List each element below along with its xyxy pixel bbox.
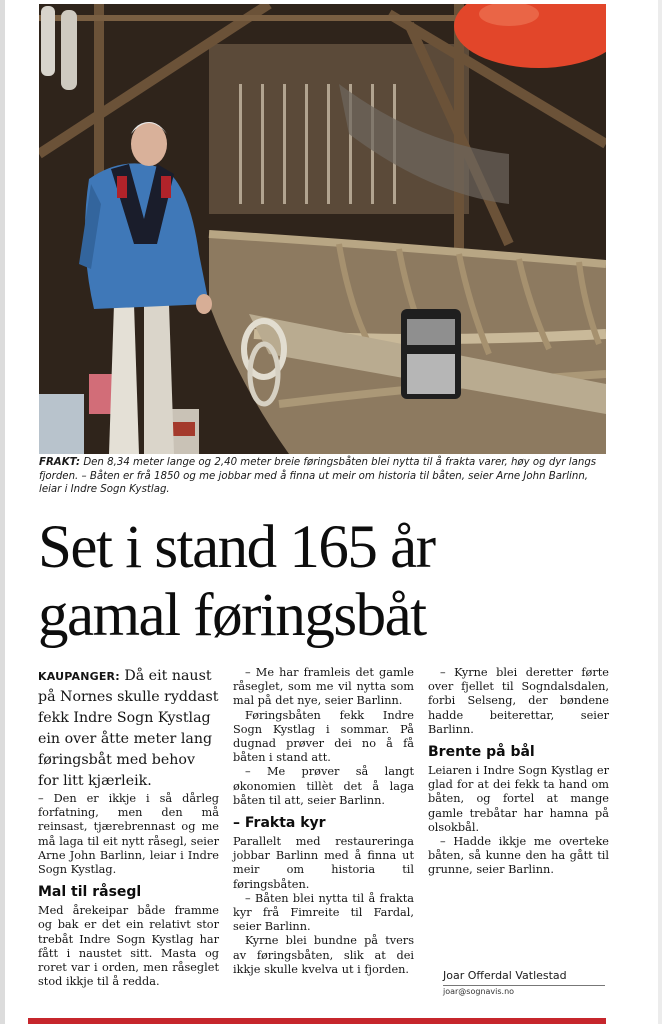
- caption-text: Den 8,34 meter lange og 2,40 meter breie føringsbåten blei nytta til å frakta varer, høy og dyr langs fjorden. – Båten er frå 1850 og me jobbar med å finna ut meir om historia til båten, seier Arne John Barlinn, leiar i Indre Sogn Kystlag.: [39, 457, 597, 495]
- paragraph: – Me har framleis det gamle råseglet, som me vil nytta som mal på det nye, seier Barlinn.: [233, 666, 414, 708]
- caption-lead: FRAKT:: [39, 457, 81, 468]
- author-email: joar@sognavis.no: [443, 987, 515, 996]
- headline-line-1: Set i stand 165 år: [38, 514, 435, 581]
- bottom-accent-bar: [28, 1018, 606, 1024]
- boathouse-photo-illustration: [39, 4, 606, 454]
- paragraph: – Kyrne blei deretter førte over fjellet til Sogndalsdalen, forbi Selseng, der bøndene hadde beiterettar, seier Barlinn.: [428, 666, 609, 736]
- article-column-1: [38, 666, 219, 989]
- article-column-2: [233, 666, 414, 977]
- paragraph: – Hadde ikkje me overteke båten, så kunne den ha gått til grunne, seier Barlinn.: [428, 835, 609, 877]
- paragraph: Føringsbåten fekk Indre Sogn Kystlag i sommar. På dugnad prøver dei no å få båten i stand att.: [233, 708, 414, 765]
- subheading: – Frakta kyr: [233, 815, 326, 832]
- dateline-place: KAUPANGER:: [38, 670, 120, 683]
- paragraph: Parallelt med restaureringa jobbar Barlinn med å finna ut meir om historia til føringsbåten.: [233, 835, 414, 891]
- paragraph: – Båten blei nytta til å frakta kyr frå Fimreite til Fardal, seier Barlinn.: [233, 891, 414, 934]
- headline-line-2: gamal føringsbåt: [38, 582, 426, 649]
- author-byline: Joar Offerdal Vatlestad: [443, 969, 605, 986]
- article-column-3: [428, 666, 609, 878]
- paragraph: – Den er ikkje i så dårleg forfatning, men den må reinsast, tjærebrennast og me må laga til eit nytt råsegl, seier Arne John Barlinn, leiar i Indre Sogn Kystlag.: [38, 792, 219, 877]
- intro-text: Då eit naust på Nornes skulle ryddast fekk Indre Sogn Kystlag ein over åtte meter lang føringsbåt med behov for litt kjærleik.: [38, 668, 219, 789]
- article-intro: [38, 666, 219, 792]
- paragraph: Med årekeipar både framme og bak er det ein relativt stor trebåt Indre Sogn Kystlag har fått i naustet sitt. Masta og roret var i orden, men råseglet stod ikkje til å redda.: [38, 904, 219, 989]
- page-edge-left: [0, 0, 5, 1024]
- subheading: Mal til råsegl: [38, 884, 142, 901]
- page-edge-right: [658, 0, 662, 1024]
- article-photo: [39, 4, 606, 454]
- paragraph: – Me prøver så langt økonomien tillèt det å laga båten til att, seier Barlinn.: [233, 765, 414, 807]
- article-headline: [38, 514, 638, 650]
- paragraph: Kyrne blei bundne på tvers av føringsbåten, slik at dei ikkje skulle kvelva ut i fjorden.: [233, 934, 414, 976]
- photo-caption: [39, 456, 611, 497]
- subheading: Brente på bål: [428, 744, 535, 761]
- paragraph: Leiaren i Indre Sogn Kystlag er glad for at dei fekk ta hand om båten, og fortel at mange gamle trebåtar har hamna på olsokbål.: [428, 764, 609, 834]
